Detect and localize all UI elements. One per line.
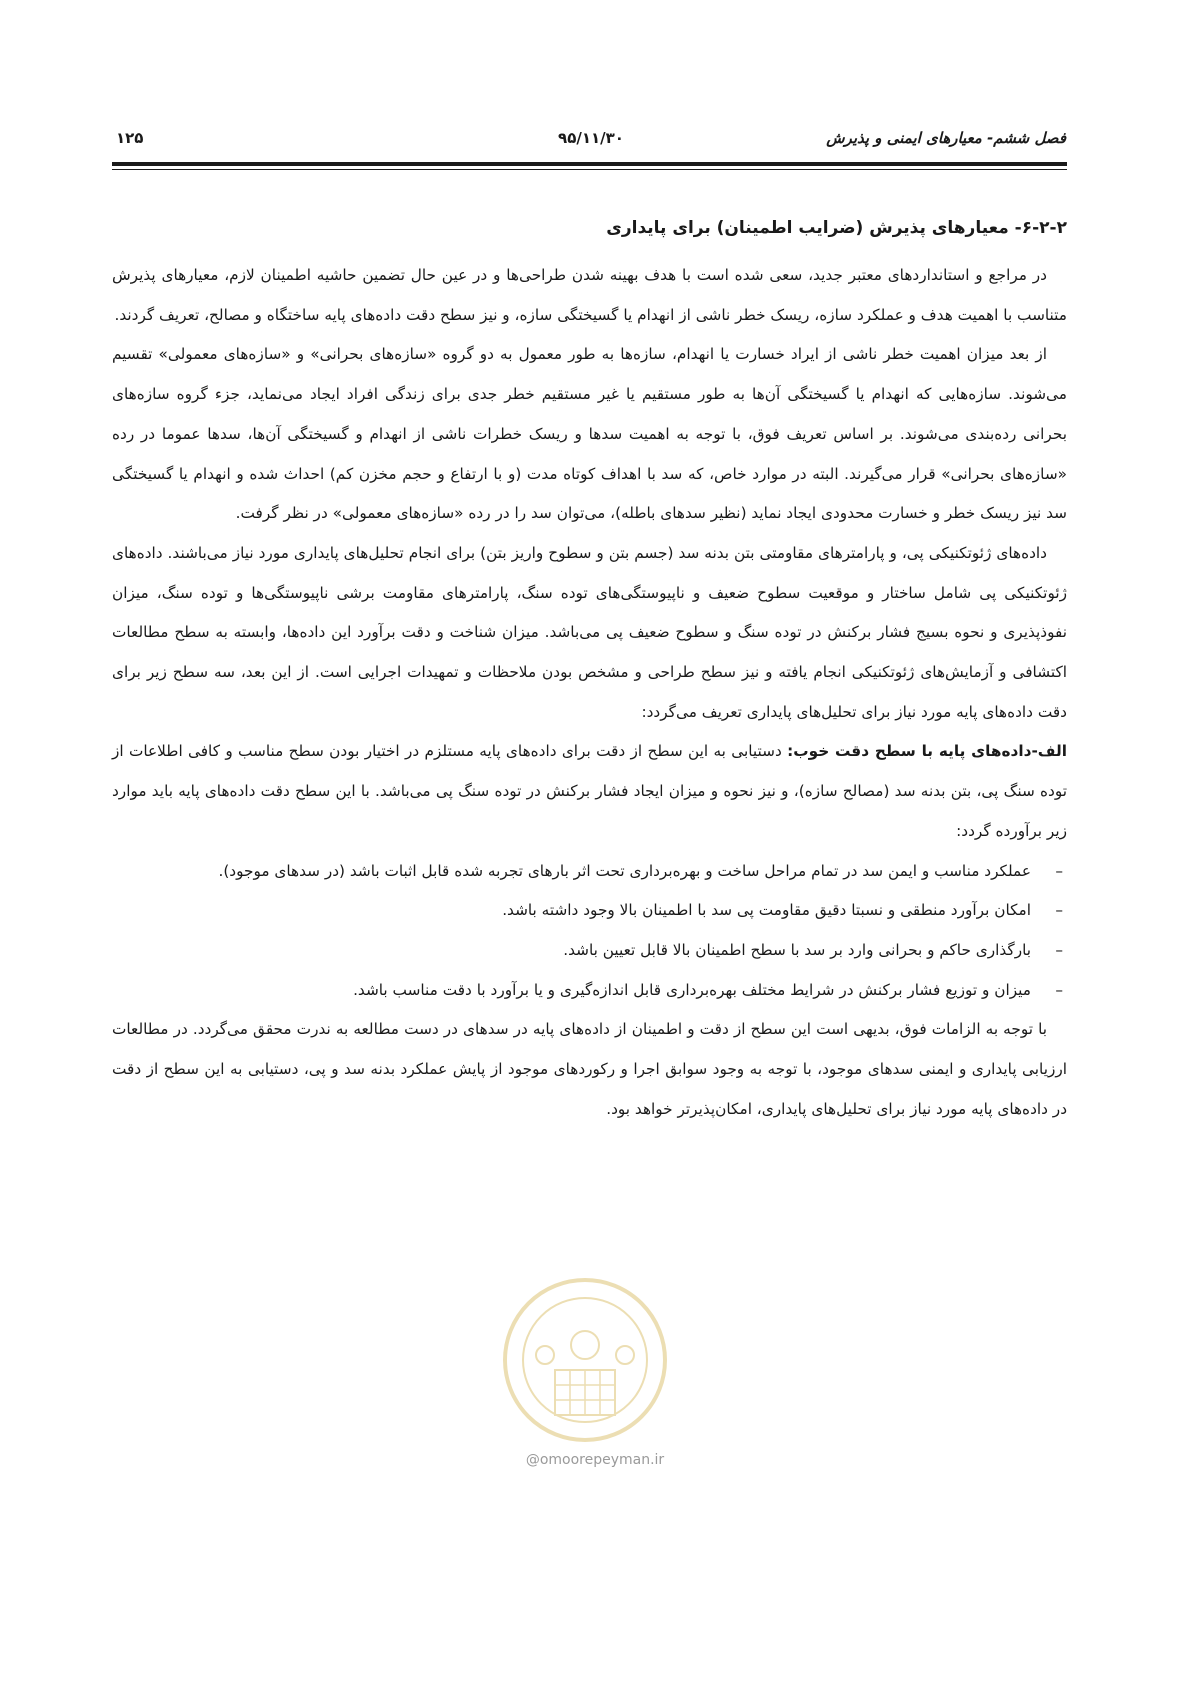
section-title: ۶-۲-۲- معیارهای پذیرش (ضرایب اطمینان) برای پایداری [606, 218, 1067, 238]
document-body [112, 218, 1067, 1129]
page-header [116, 129, 1066, 159]
dash-bullet: – [1055, 940, 1063, 959]
header-date: ۹۵/۱۱/۳۰ [558, 129, 624, 147]
paragraph-3: داده‌های ژئوتکنیکی پی، و پارامترهای مقاومتی بتن بدنه سد (جسم بتن و سطوح واریز بتن) برای انجام تحلیل‌های پایداری مورد نیاز می‌باشند. داده‌های ژئوتکنیکی پی شامل ساختار و موقعیت سطوح ضعیف و ناپیوستگی‌های توده سنگ، پارامترهای مقاومت برشی ناپیوستگی‌ها و توده سنگ، میزان نفوذپذیری و نحوه بسیج فشار برکنش در توده سنگ و سطوح ضعیف پی می‌باشد. میزان شناخت و دقت برآورد این داده‌ها، وابسته به سطح مطالعات اکتشافی و آزمایش‌های ژئوتکنیکی انجام یافته و نیز سطح طراحی و مشخص بودن ملاحظات و تمهیدات اجرایی است. از این بعد، سه سطح زیر برای دقت داده‌های پایه مورد نیاز برای تحلیل‌های پایداری تعریف می‌گردد: [112, 543, 1067, 721]
item-alef [112, 732, 1067, 851]
list-item: – بارگذاری حاکم و بحرانی وارد بر سد با سطح اطمینان بالا قابل تعیین باشد. [112, 931, 1067, 971]
closing-paragraph: با توجه به الزامات فوق، بدیهی است این سطح از دقت و اطمینان از داده‌های پایه در سدهای در دست مطالعه به ندرت محقق می‌گردد. در مطالعات ارزیابی پایداری و ایمنی سدهای موجود، با توجه به وجود سوابق اجرا و رکوردهای موجود از پایش عملکرد بدنه سد و پی، دستیابی به این سطح از دقت در داده‌های پایه مورد نیاز برای تحلیل‌های پایداری، امکان‌پذیرتر خواهد بود. [112, 1020, 1067, 1118]
item-alef-text: دستیابی به این سطح از دقت برای داده‌های پایه مستلزم در اختیار بودن سطح مناسب و کافی اطلاعات از توده سنگ پی، بتن بدنه سد (مصالح سازه)، و نیز نحوه و میزان ایجاد فشار برکنش در توده سنگ پی می‌باشد. با این سطح دقت داده‌های پایه باید موارد زیر برآورده گردد: [112, 742, 1067, 840]
header-rule-thin [112, 169, 1067, 170]
paragraph-1: در مراجع و استانداردهای معتبر جدید، سعی شده است با هدف بهینه شدن طراحی‌ها و در عین حال تضمین حاشیه اطمینان لازم، معیارهای پذیرش متناسب با اهمیت هدف و عملکرد سازه، ریسک خطر ناشی از انهدام یا گسیختگی سازه، و نیز سطح دقت داده‌های پایه ساختگاه و مصالح، تعریف گردند. [112, 266, 1067, 324]
chapter-title: فصل ششم- معیارهای ایمنی و پذیرش [826, 129, 1066, 147]
paragraph-2: از بعد میزان اهمیت خطر ناشی از ایراد خسارت یا انهدام، سازه‌ها به طور معمول به دو گروه «سازه‌های بحرانی» و «سازه‌های معمولی» تقسیم می‌شوند. سازه‌هایی که انهدام یا گسیختگی آن‌ها به طور مستقیم یا غیر مستقیم خطر جدی برای زندگی افراد ایجاد می‌نماید، جزء گروه سازه‌های بحرانی رده‌بندی می‌شوند. بر اساس تعریف فوق، با توجه به اهمیت سدها و ریسک خطرات ناشی از انهدام و گسیختگی آن‌ها، سدها عموما در رده «سازه‌های بحرانی» قرار می‌گیرند. البته در موارد خاص، که سد با اهداف کوتاه مدت (و با ارتفاع و حجم مخزن کم) احداث شده و انهدام یا گسیختگی سد نیز ریسک خطر و خسارت محدودی ایجاد نماید (نظیر سدهای باطله)، می‌توان سد را در رده «سازه‌های معمولی» در نظر گرفت. [112, 345, 1067, 523]
dash-bullet: – [1055, 861, 1063, 880]
dash-bullet: – [1055, 980, 1063, 999]
dash-bullet: – [1055, 901, 1063, 920]
watermark-site: @omoorepeyman.ir [525, 1452, 665, 1468]
list-item: – امکان برآورد منطقی و نسبتا دقیق مقاومت پی سد با اطمینان بالا وجود داشته باشد. [112, 891, 1067, 931]
requirements-list [112, 852, 1067, 1011]
header-rule-thick [112, 162, 1067, 166]
item-alef-lead: الف-داده‌های پایه با سطح دقت خوب: [787, 742, 1068, 761]
seal-stamp-icon [500, 1275, 670, 1445]
list-item: – عملکرد مناسب و ایمن سد در تمام مراحل ساخت و بهره‌برداری تحت اثر بارهای تجربه شده قابل اثبات باشد (در سدهای موجود). [112, 852, 1067, 892]
page-number: ۱۲۵ [116, 129, 144, 147]
list-item: – میزان و توزیع فشار برکنش در شرایط مختلف بهره‌برداری قابل اندازه‌گیری و یا برآورد با دقت مناسب باشد. [112, 971, 1067, 1011]
